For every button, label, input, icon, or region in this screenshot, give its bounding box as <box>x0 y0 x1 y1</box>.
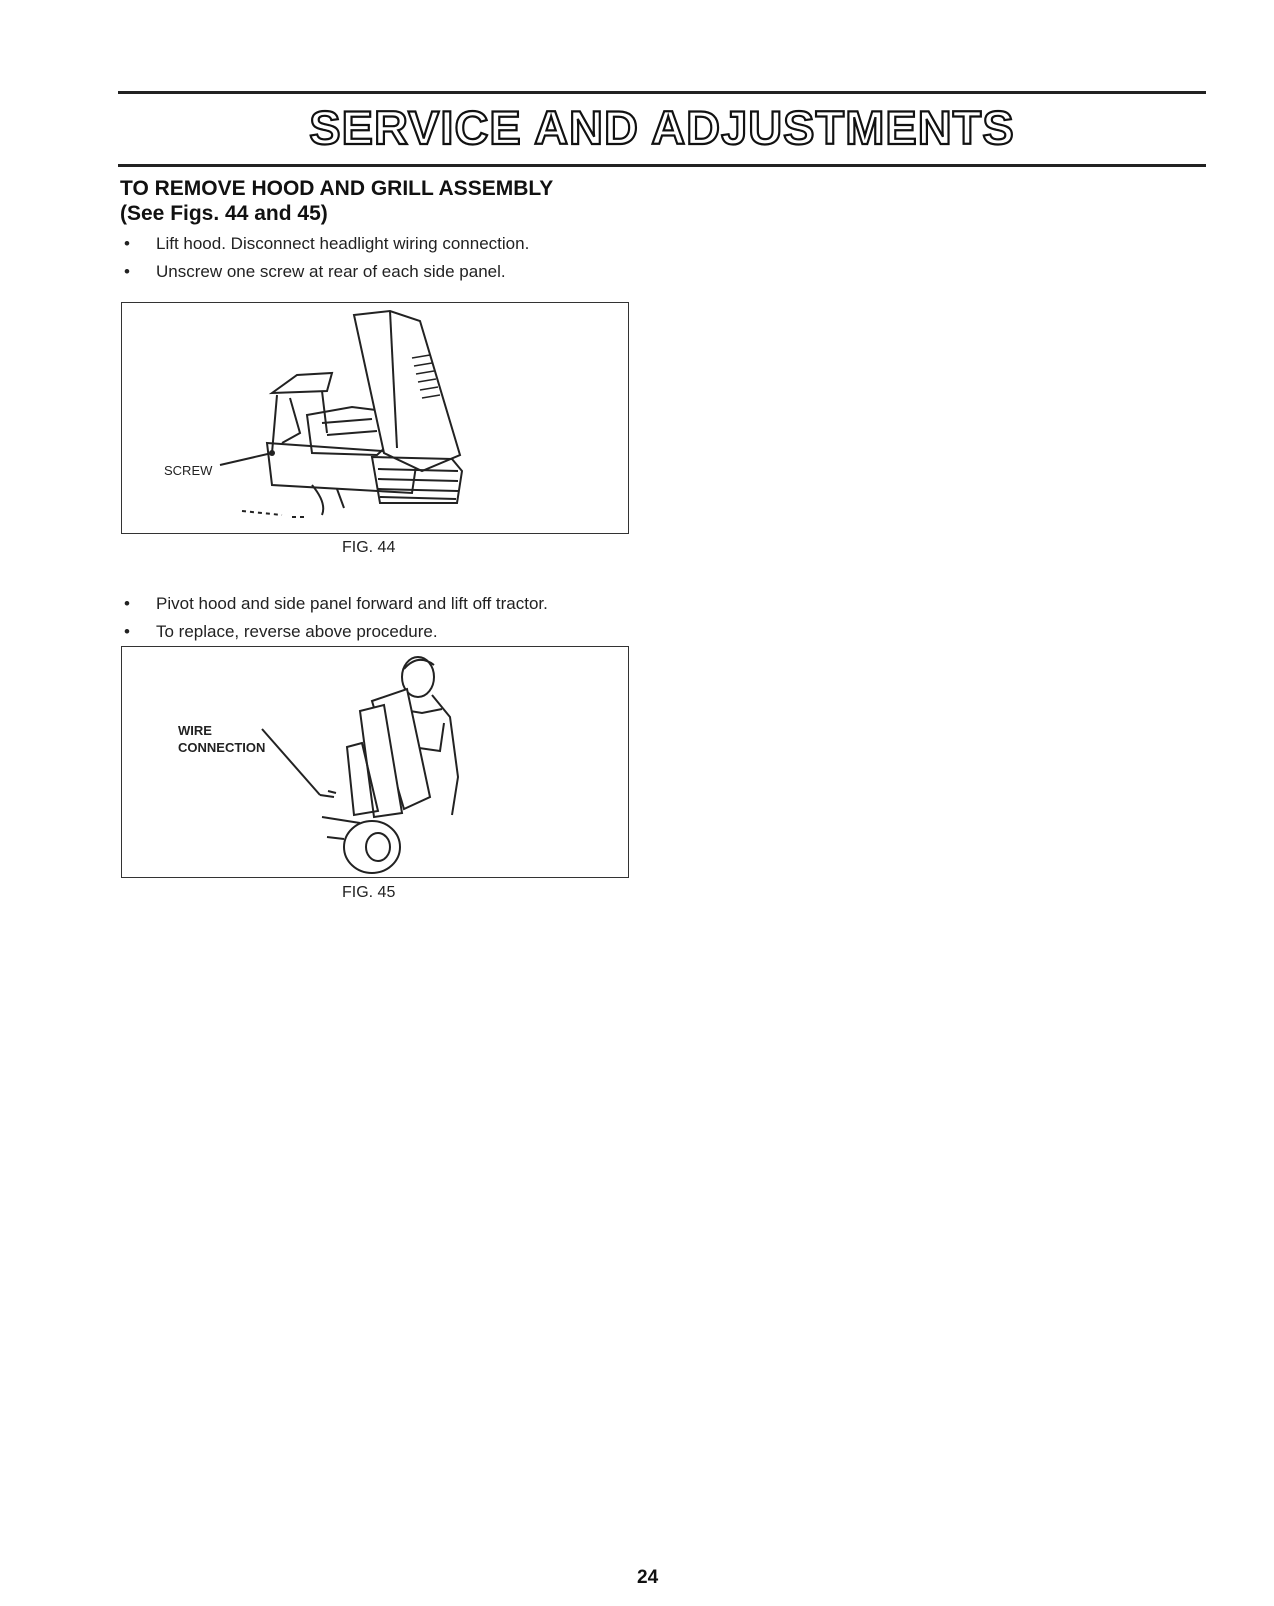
figure-44-illustration <box>121 302 629 534</box>
step-text: Pivot hood and side panel forward and lift off tractor. <box>156 594 548 613</box>
tractor-hood-drawing <box>122 303 628 533</box>
list-item <box>118 590 548 618</box>
wire-callout-line1: WIRE <box>178 723 212 738</box>
step-text: Lift hood. Disconnect headlight wiring connection. <box>156 234 530 253</box>
list-item <box>118 618 548 646</box>
page-number: 24 <box>637 1567 659 1588</box>
section-heading-title: TO REMOVE HOOD AND GRILL ASSEMBLY <box>120 177 554 200</box>
step-text: To replace, reverse above procedure. <box>156 622 438 641</box>
list-item <box>118 230 529 258</box>
wire-connection-callout <box>178 722 265 756</box>
page-title: SERVICE AND ADJUSTMENTS <box>309 101 1015 154</box>
bullet-icon: • <box>124 594 130 613</box>
figure-45-label: FIG. 45 <box>342 884 396 901</box>
bullet-icon: • <box>124 234 130 253</box>
section-heading-reference: (See Figs. 44 and 45) <box>120 202 328 225</box>
screw-callout: SCREW <box>164 463 213 478</box>
header-rule-top <box>118 91 1206 94</box>
bullet-icon: • <box>124 622 130 641</box>
bullet-icon: • <box>124 262 130 281</box>
section-heading <box>120 176 553 226</box>
header-rule-bottom <box>118 164 1206 167</box>
wire-callout-line2: CONNECTION <box>178 740 266 755</box>
person-lifting-hood-drawing <box>122 647 628 877</box>
list-item <box>118 258 529 286</box>
figure-44-label: FIG. 44 <box>342 539 396 556</box>
figure-45-illustration <box>121 646 629 878</box>
steps-list-before-figures <box>118 230 529 286</box>
step-text: Unscrew one screw at rear of each side panel. <box>156 262 506 281</box>
steps-list-after-figures <box>118 590 548 646</box>
